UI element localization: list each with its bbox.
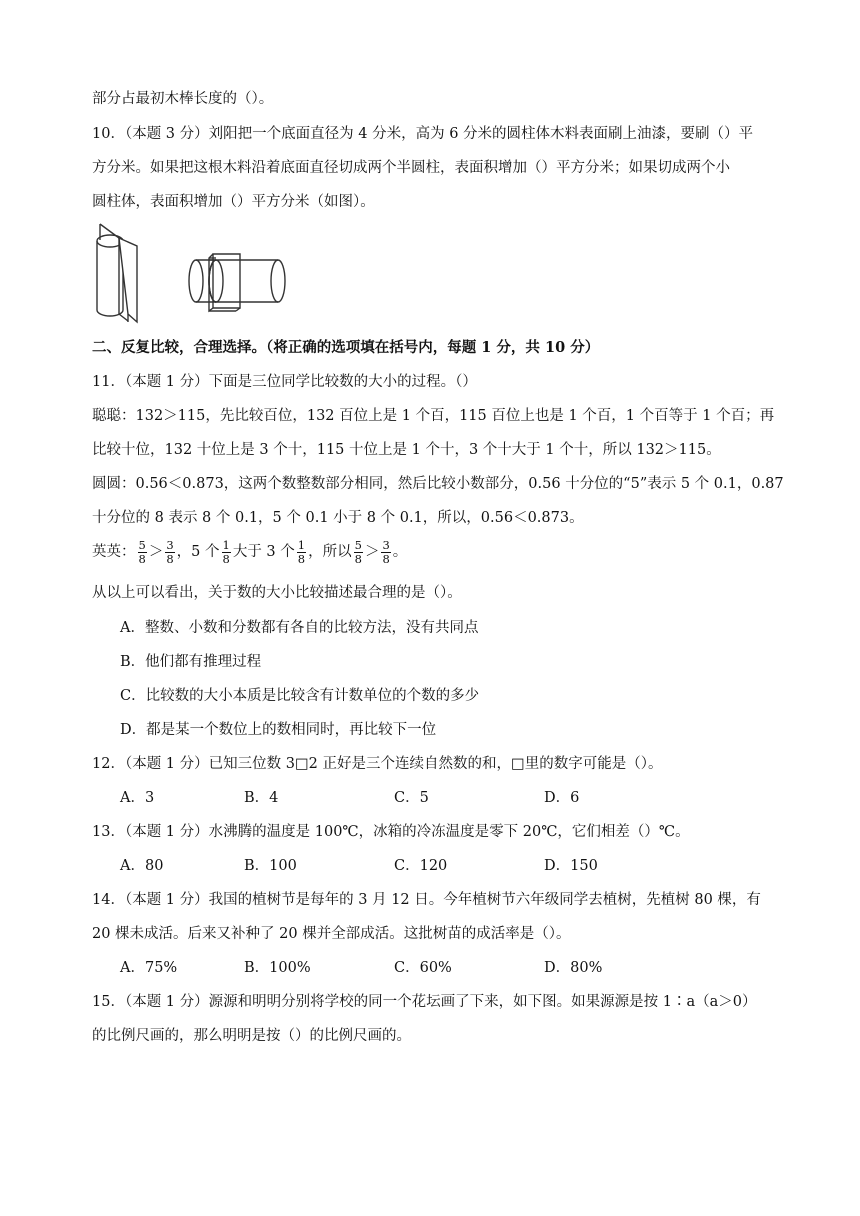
fraction: $\frac{5}{8}$ [354,537,362,566]
q11-option-c: C．比较数的大小本质是比较含有计数单位的个数的多少 [120,688,480,704]
q12-options [120,788,720,808]
question-10: 10．（本题 3 分）刘阳把一个底面直径为 4 分米，高为 6 分米的圆柱体木料表面刷上油漆，要刷（）平 [92,126,754,142]
q13-option-c: C．120 [394,858,448,874]
q11-option-b: B．他们都有推理过程 [120,654,262,670]
yingying-label: 英英： [92,544,136,560]
text-line: 部分占最初木棒长度的（）。 [92,91,274,107]
fraction: $\frac{5}{8}$ [138,537,146,566]
question-10-line-3: 圆柱体，表面积增加（）平方分米（如图）。 [92,194,375,210]
yuanyuan-line-1: 圆圆：0.56＜0.873，这两个数整数部分相同，然后比较小数部分，0.56 十分位的“5”表示 5 个 0.1，0.87 [92,476,784,492]
question-11: 11．（本题 1 分）下面是三位同学比较数的大小的过程。（） [92,374,477,390]
q14-option-a: A．75% [120,960,178,976]
question-10-line-2: 方分米。如果把这根木料沿着底面直径切成两个半圆柱，表面积增加（）平方分米；如果切成两个小 [92,160,730,176]
fraction: $\frac{3}{8}$ [382,537,390,566]
q14-option-d: D．80% [544,960,603,976]
congcong-line-2: 比较十位，132 十位上是 3 个十，115 十位上是 1 个十，3 个十大于 1 个十，所以 132＞115。 [92,442,721,458]
q13-option-d: D．150 [544,858,598,874]
q12-option-b: B．4 [244,790,279,806]
question-14-line-2: 20 棵未成活。后来又补种了 20 棵并全部成活。这批树苗的成活率是（）。 [92,926,571,942]
q12-option-d: D．6 [544,790,580,806]
question-14: 14．（本题 1 分）我国的植树节是每年的 3 月 12 日。今年植树节六年级同学去植树，先植树 80 棵，有 [92,892,761,908]
q14-option-c: C．60% [394,960,452,976]
q12-option-a: A．3 [120,790,155,806]
question-13: 13．（本题 1 分）水沸腾的温度是 100℃，冰箱的冷冻温度是零下 20℃，它们相差（）℃。 [92,824,690,840]
question-15-line-2: 的比例尺画的，那么明明是按（）的比例尺画的。 [92,1028,411,1044]
q12-option-c: C．5 [394,790,429,806]
fraction: $\frac{1}{8}$ [222,537,230,566]
question-15: 15．（本题 1 分）源源和明明分别将学校的同一个花坛画了下来，如下图。如果源源是按 1∶a（a＞0） [92,994,757,1010]
yingying-line: 英英： $\frac{5}{8}$ ＞ $\frac{3}{8}$ ，5 个 $\frac{1}{8}$ 大于 3 个 $\frac{1}{8}$ ，所以 $\frac{5}{8}$ ＞ $\frac{3}{8}$ 。 [92,537,408,566]
yuanyuan-line-2: 十分位的 8 表示 8 个 0.1，5 个 0.1 小于 8 个 0.1，所以，0.56＜0.873。 [92,510,584,526]
question-12: 12．（本题 1 分）已知三位数 3□2 正好是三个连续自然数的和，□里的数字可能是（）。 [92,756,663,772]
q11-option-a: A．整数、小数和分数都有各自的比较方法，没有共同点 [120,620,479,636]
cylinder-cut-figure [88,218,308,330]
q13-option-b: B．100 [244,858,297,874]
q13-options [120,856,720,876]
fraction: $\frac{3}{8}$ [166,537,174,566]
q14-option-b: B．100% [244,960,311,976]
fraction: $\frac{1}{8}$ [297,537,306,566]
q11-option-d: D．都是某一个数位上的数相同时，再比较下一位 [120,722,437,738]
question-11-stem: 从以上可以看出，关于数的大小比较描述最合理的是（）。 [92,585,462,601]
q13-option-a: A．80 [120,858,164,874]
section-2-heading: 二、反复比较，合理选择。（将正确的选项填在括号内，每题 1 分，共 10 分） [92,339,600,356]
congcong-line-1: 聪聪：132＞115，先比较百位，132 百位上是 1 个百，115 百位上也是 1 个百，1 个百等于 1 个百；再 [92,408,775,424]
q14-options [120,958,720,978]
